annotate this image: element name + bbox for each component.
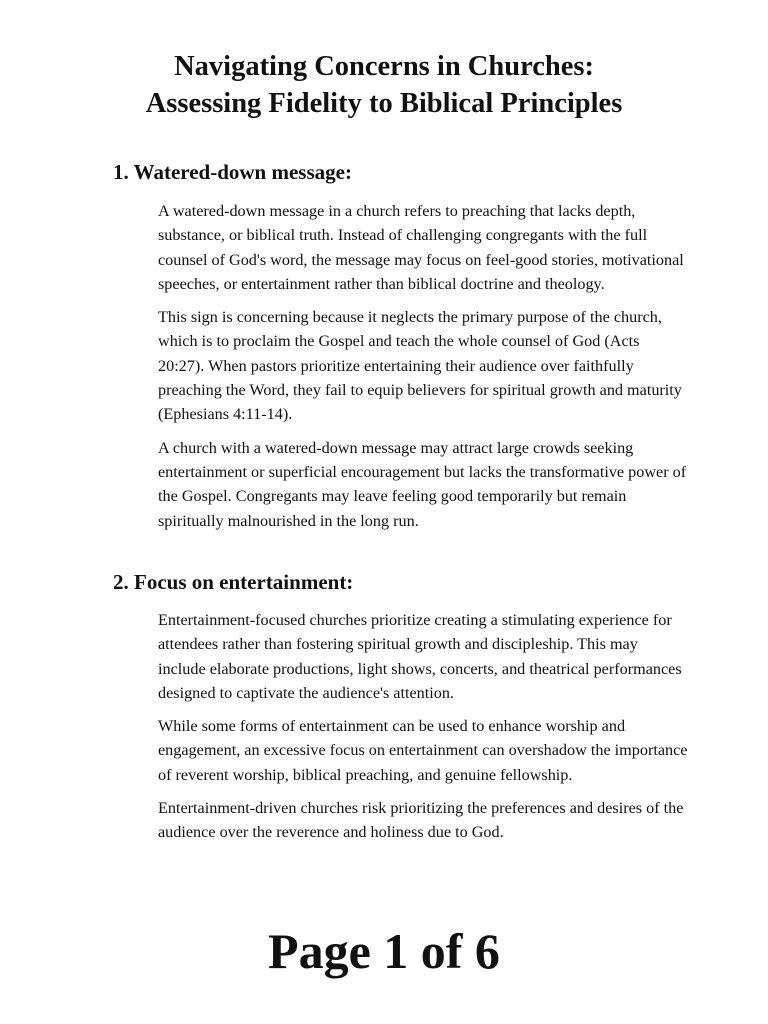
section-heading-watered-down-message: 1. Watered-down message: — [113, 160, 352, 184]
title-line-1: Navigating Concerns in Churches: — [174, 51, 594, 82]
paragraph: This sign is concerning because it neglects the primary purpose of the church, which is to proclaim the Gospel and teach the whole counsel of God (Acts 20:27). When pastors prioritize entertaining their audience over faithfully preaching the Word, they fail to equip believers for spiritual growth and maturity (Ephesians 4:11-14). — [158, 308, 682, 424]
section-body-watered-down-message — [158, 199, 688, 542]
section-heading-focus-on-entertainment: 2. Focus on entertainment: — [113, 570, 354, 594]
paragraph: A church with a watered-down message may attract large crowds seeking entertainment or superficial encouragement but lacks the transformative power of the Gospel. Congregants may leave feeling good temporarily but remain spiritually malnourished in the long run. — [158, 438, 687, 530]
title-line-2: Assessing Fidelity to Biblical Principles — [145, 88, 623, 119]
section-body-focus-on-entertainment — [158, 608, 688, 854]
paragraph: A watered-down message in a church refers to preaching that lacks depth, substance, or biblical truth. Instead of challenging congregants with the full counsel of God's word, the message may focus on feel-good stories, motivational speeches, or entertainment rather than biblical doctrine and theology. — [158, 202, 684, 293]
paragraph: Entertainment-driven churches risk prioritizing the preferences and desires of the audience over the reverence and holiness due to God. — [158, 799, 684, 842]
paragraph: While some forms of entertainment can be used to enhance worship and engagement, an excessive focus on entertainment can overshadow the importance of reverent worship, biblical preaching, and genuine fellowship. — [158, 717, 688, 784]
page-title — [0, 48, 768, 122]
page-number: Page 1 of 6 — [268, 923, 500, 979]
paragraph: Entertainment-focused churches prioritize creating a stimulating experience for attendees rather than fostering spiritual growth and discipleship. This may include elaborate productions, light shows, concerts, and theatrical performances designed to captivate the audience's attention. — [158, 611, 682, 702]
